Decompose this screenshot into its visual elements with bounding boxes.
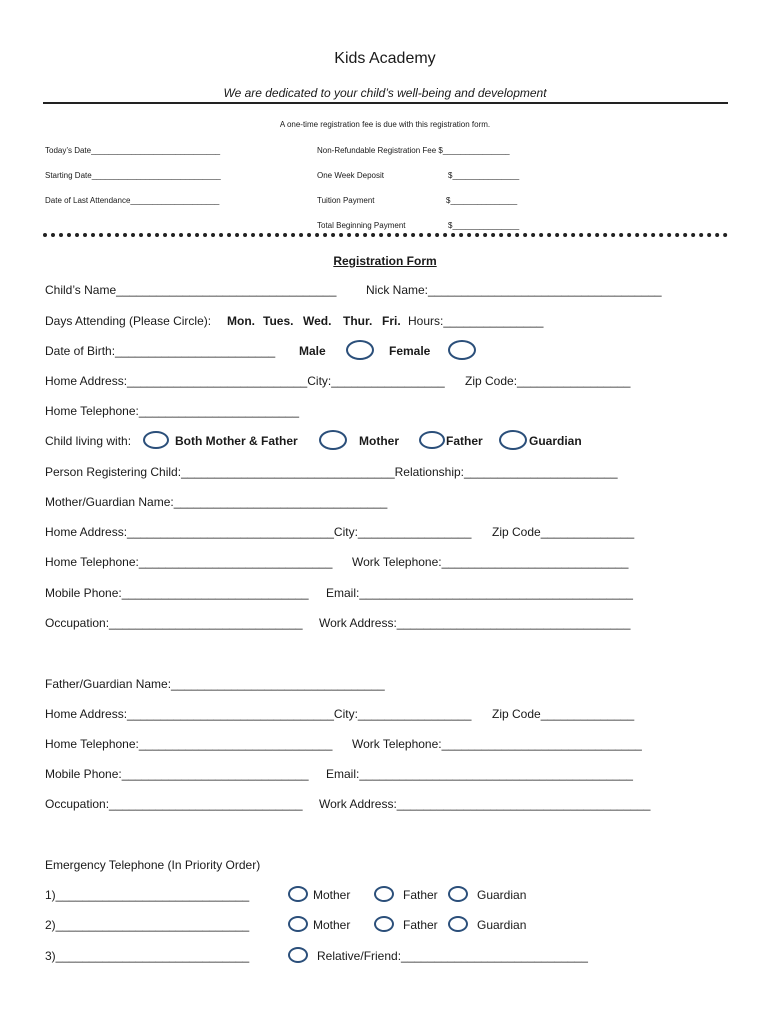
total-label: Total Beginning Payment [317, 221, 406, 230]
guardian-radio[interactable] [499, 430, 527, 450]
father-radio[interactable] [419, 431, 445, 449]
mother-occupation-field[interactable]: Occupation:_____________________________ [45, 616, 303, 630]
father-work-tel-field[interactable]: Work Telephone:______________________________ [352, 737, 642, 751]
male-radio[interactable] [346, 340, 374, 360]
e2-mother-label: Mother [313, 918, 351, 932]
home-telephone-field[interactable]: Home Telephone:________________________ [45, 404, 300, 418]
page-title: Kids Academy [334, 50, 436, 67]
day-mon[interactable]: Mon. [227, 314, 255, 328]
e3-relative-radio[interactable] [288, 947, 308, 963]
e1-father-label: Father [403, 888, 438, 902]
registration-fee-field[interactable]: Non-Refundable Registration Fee $_______________ [317, 146, 510, 155]
mother-work-address-field[interactable]: Work Address:___________________________________ [319, 616, 631, 630]
mother-radio[interactable] [319, 430, 347, 450]
day-thur[interactable]: Thur. [343, 314, 373, 328]
mother-name-field[interactable]: Mother/Guardian Name:________________________________ [45, 495, 388, 509]
e1-guardian-label: Guardian [477, 888, 527, 902]
last-attendance-field[interactable]: Date of Last Attendance____________________ [45, 196, 220, 205]
e1-mother-radio[interactable] [288, 886, 308, 902]
both-label: Both Mother & Father [175, 434, 298, 448]
day-wed[interactable]: Wed. [303, 314, 332, 328]
mother-email-field[interactable]: Email:_________________________________________ [326, 586, 633, 600]
mother-label: Mother [359, 434, 399, 448]
e1-guardian-radio[interactable] [448, 886, 468, 902]
father-zip-field[interactable]: Zip Code______________ [492, 707, 635, 721]
father-email-field[interactable]: Email:_________________________________________ [326, 767, 633, 781]
e2-guardian-label: Guardian [477, 918, 527, 932]
day-fri[interactable]: Fri. [382, 314, 401, 328]
female-radio[interactable] [448, 340, 476, 360]
male-label: Male [299, 344, 326, 358]
dob-field[interactable]: Date of Birth:________________________ [45, 344, 276, 358]
emergency-1-field[interactable]: 1)_____________________________ [45, 888, 250, 902]
deposit-field[interactable]: $_______________ [448, 171, 520, 180]
tuition-field[interactable]: $_______________ [446, 196, 518, 205]
hours-field[interactable]: Hours:_______________ [408, 314, 544, 328]
both-radio[interactable] [143, 431, 169, 449]
page-subtitle: We are dedicated to your child’s well-being and development [223, 86, 547, 100]
header-divider [43, 102, 728, 104]
guardian-label: Guardian [529, 434, 582, 448]
e1-father-radio[interactable] [374, 886, 394, 902]
dotted-divider [43, 233, 728, 237]
father-label: Father [446, 434, 483, 448]
zip-code-field[interactable]: Zip Code:_________________ [465, 374, 631, 388]
e2-mother-radio[interactable] [288, 916, 308, 932]
day-tues[interactable]: Tues. [263, 314, 294, 328]
tuition-label: Tuition Payment [317, 196, 375, 205]
father-home-tel-field[interactable]: Home Telephone:_____________________________ [45, 737, 333, 751]
father-occupation-field[interactable]: Occupation:_____________________________ [45, 797, 303, 811]
home-address-field[interactable]: Home Address:___________________________City:_________________ [45, 374, 445, 388]
emergency-title: Emergency Telephone (In Priority Order) [45, 858, 261, 872]
person-registering-field[interactable]: Person Registering Child:________________________________Relationship:_______________________ [45, 465, 618, 479]
mother-mobile-field[interactable]: Mobile Phone:____________________________ [45, 586, 309, 600]
childs-name-field[interactable]: Child’s Name_________________________________ [45, 283, 337, 297]
e2-father-label: Father [403, 918, 438, 932]
relative-friend-field[interactable]: Relative/Friend:____________________________ [317, 949, 588, 963]
days-label: Days Attending (Please Circle): [45, 314, 212, 328]
mother-work-tel-field[interactable]: Work Telephone:____________________________ [352, 555, 629, 569]
total-field[interactable]: $_______________ [448, 221, 520, 230]
father-work-address-field[interactable]: Work Address:______________________________________ [319, 797, 651, 811]
female-label: Female [389, 344, 431, 358]
mother-zip-field[interactable]: Zip Code______________ [492, 525, 635, 539]
e2-father-radio[interactable] [374, 916, 394, 932]
emergency-3-field[interactable]: 3)_____________________________ [45, 949, 250, 963]
fee-notice: A one-time registration fee is due with this registration form. [279, 120, 491, 129]
form-title: Registration Form [333, 254, 437, 268]
deposit-label: One Week Deposit [317, 171, 384, 180]
e2-guardian-radio[interactable] [448, 916, 468, 932]
father-address-field[interactable]: Home Address:_______________________________City:_________________ [45, 707, 472, 721]
nick-name-field[interactable]: Nick Name:___________________________________ [366, 283, 662, 297]
mother-address-field[interactable]: Home Address:_______________________________City:_________________ [45, 525, 472, 539]
emergency-2-field[interactable]: 2)_____________________________ [45, 918, 250, 932]
father-mobile-field[interactable]: Mobile Phone:____________________________ [45, 767, 309, 781]
starting-date-field[interactable]: Starting Date_____________________________ [45, 171, 221, 180]
e1-mother-label: Mother [313, 888, 351, 902]
mother-home-tel-field[interactable]: Home Telephone:_____________________________ [45, 555, 333, 569]
child-living-label: Child living with: [45, 434, 132, 448]
father-name-field[interactable]: Father/Guardian Name:________________________________ [45, 677, 385, 691]
todays-date-field[interactable]: Today’s Date_____________________________ [45, 146, 221, 155]
